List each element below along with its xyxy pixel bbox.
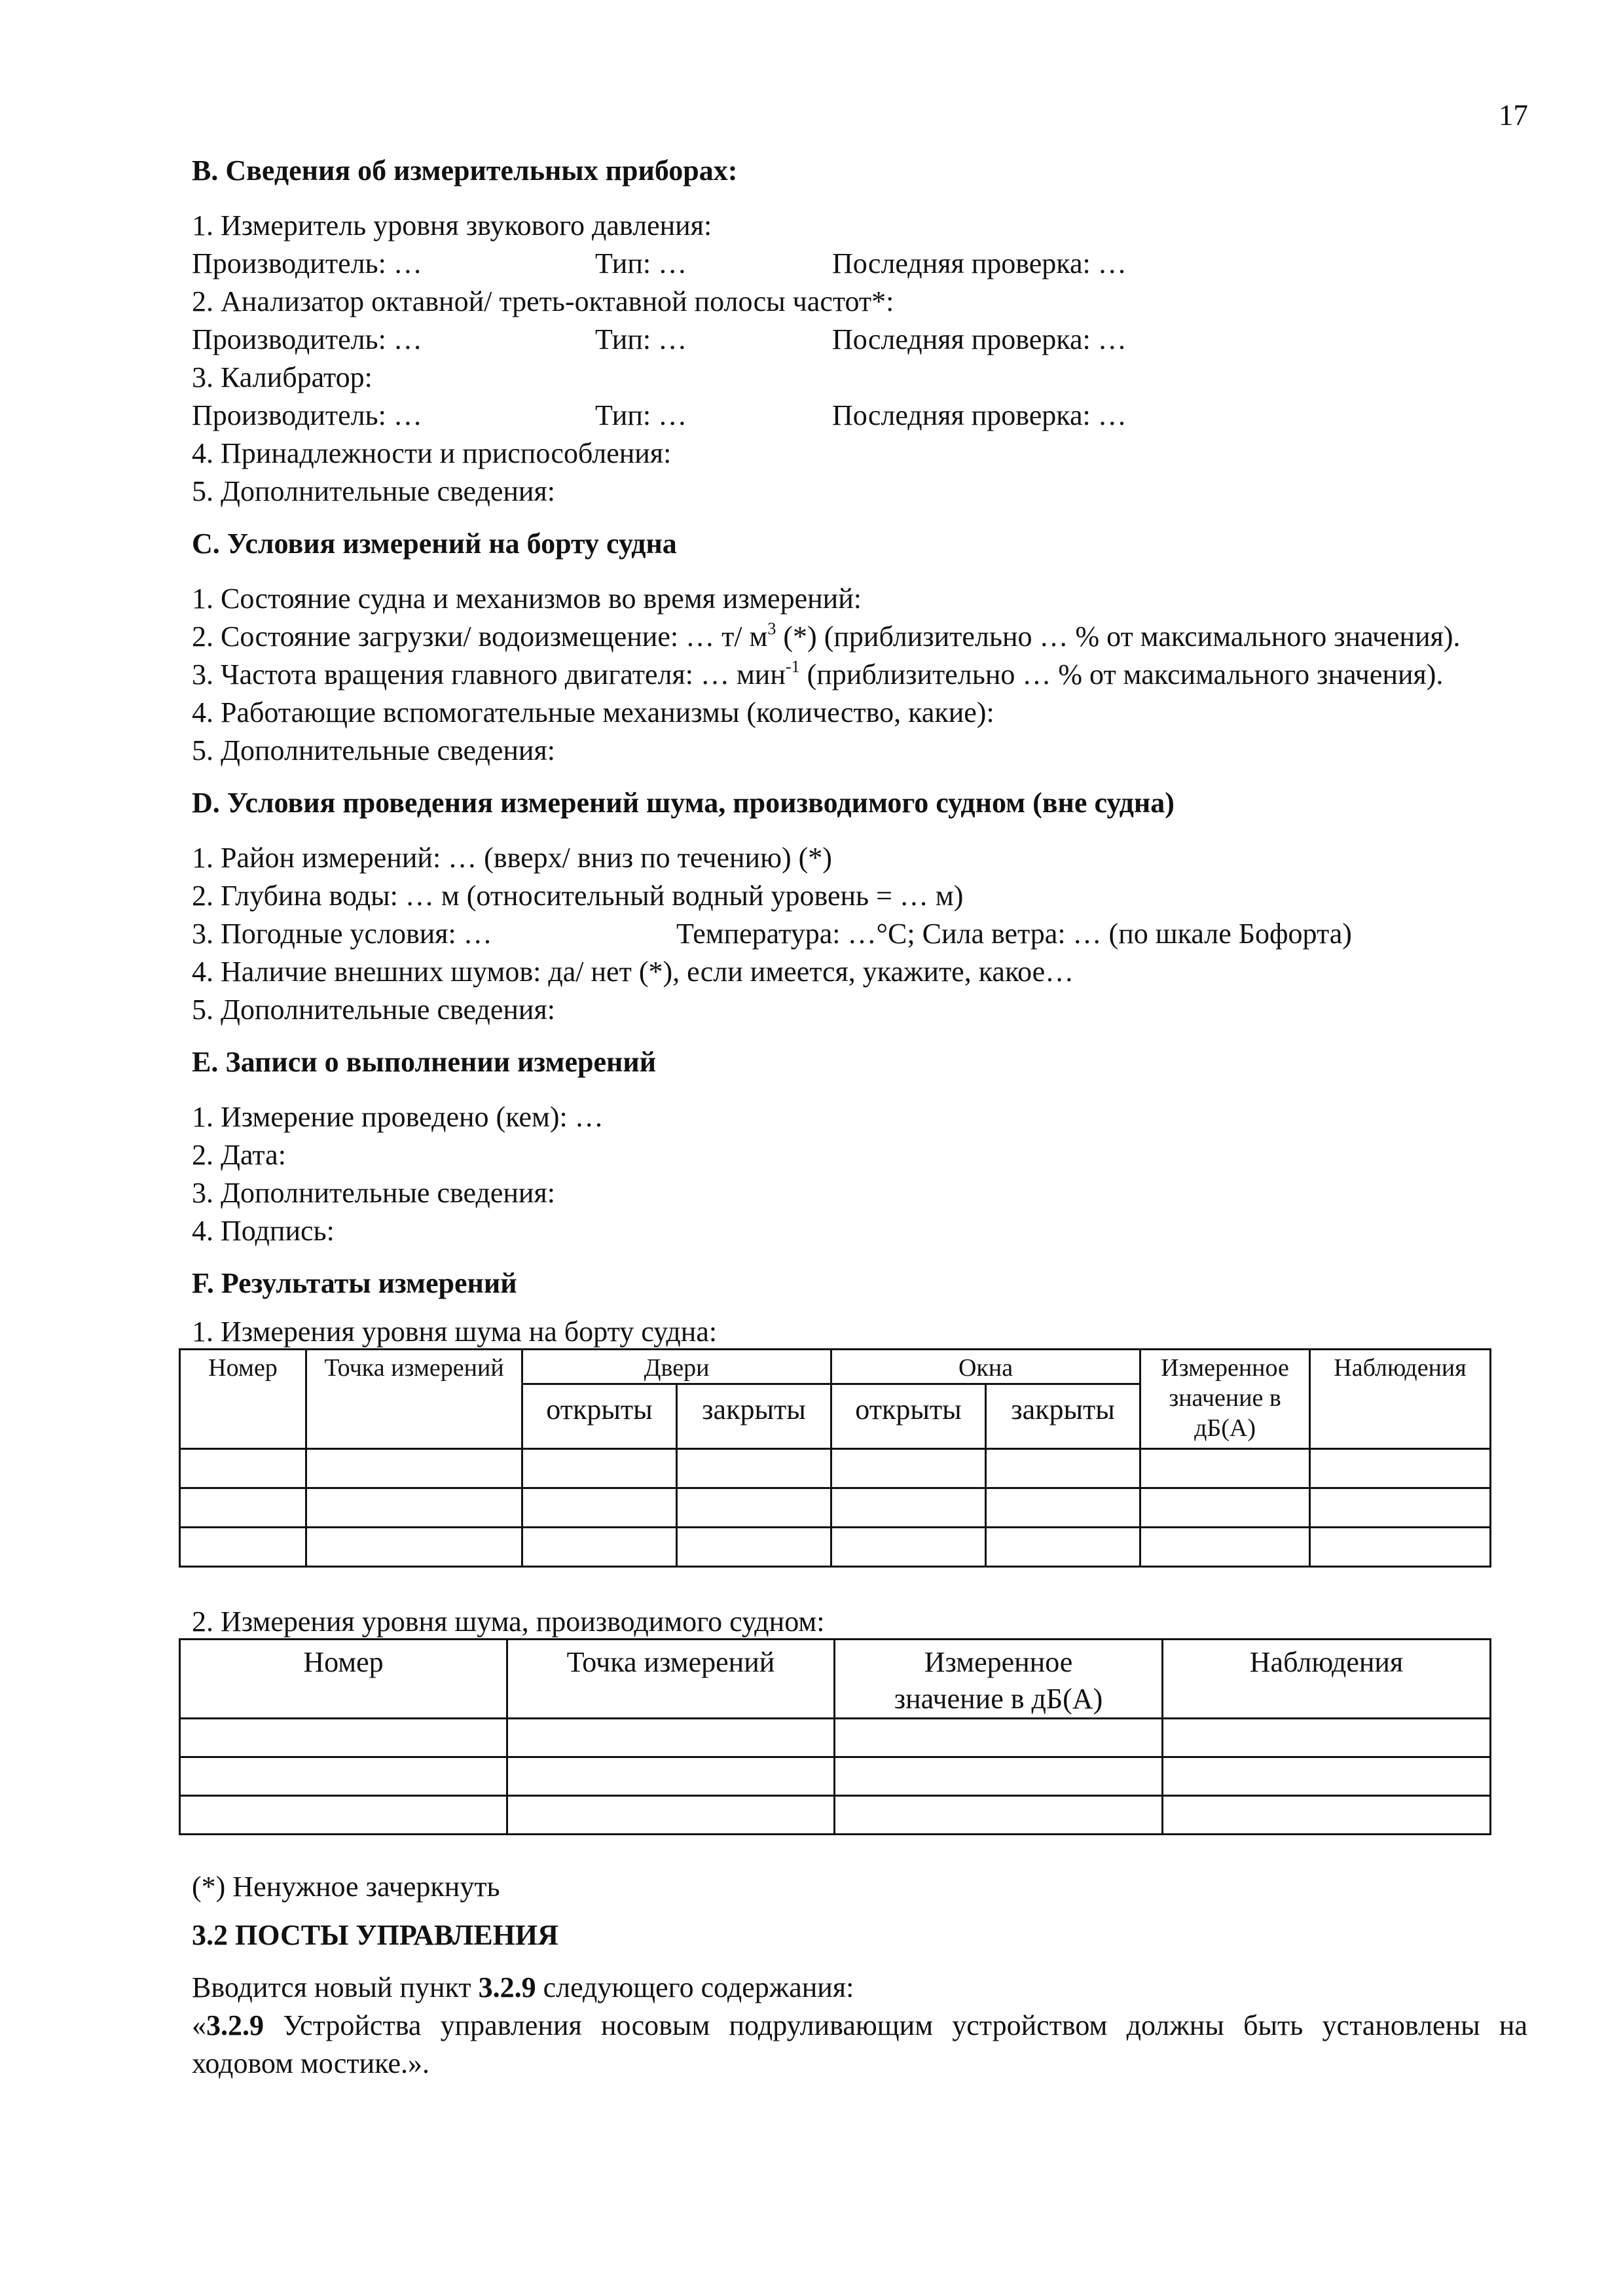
section-3-2-intro (192, 1969, 1527, 2007)
windows-closed-header: закрыты (986, 1384, 1140, 1449)
type-label: Тип: … (595, 399, 687, 431)
footnote: (*) Ненужное зачеркнуть (192, 1871, 500, 1903)
cubic-superscript: 3 (767, 619, 776, 638)
page-number: 17 (1499, 99, 1528, 132)
section-e-item-2: 2. Дата: (192, 1139, 286, 1171)
rpm-text-cont: (приблизительно … % от максимального значения). (799, 658, 1444, 691)
onboard-noise-table (179, 1348, 1491, 1568)
section-d-title: D. Условия проведения измерений шума, производимого судном (вне судна) (192, 787, 1175, 819)
section-d-item-4: 4. Наличие внешних шумов: да/ нет (*), если имеется, укажите, какое… (192, 956, 1074, 988)
section-d-item-2: 2. Глубина воды: … м (относительный водный уровень = … м) (192, 880, 964, 912)
col-number-header: Номер (180, 1640, 507, 1719)
table-row (180, 1757, 1491, 1796)
col-notes-header: Наблюдения (1310, 1350, 1491, 1449)
quote-text: Устройства управления носовым подруливающим устройством должны быть установлены на ходовом мостике.». (192, 2009, 1527, 2079)
external-noise-table (179, 1638, 1491, 1835)
section-b-item-3: 3. Калибратор: (192, 361, 373, 393)
section-d-item-1: 1. Район измерений: … (вверх/ вниз по течению) (*) (192, 842, 832, 874)
col-number-header: Номер (180, 1350, 306, 1449)
manufacturer-label: Производитель: … (192, 323, 422, 355)
last-check-label: Последняя проверка: … (832, 247, 1127, 279)
load-text-cont: (*) (приблизительно … % от максимального значения). (776, 620, 1461, 653)
type-label: Тип: … (595, 247, 687, 279)
section-b-item-4: 4. Принадлежности и приспособления: (192, 437, 672, 469)
section-c-item-4: 4. Работающие вспомогательные механизмы (количество, какие): (192, 696, 994, 728)
section-c-item-2 (192, 618, 1527, 656)
col-windows-header: Окна (831, 1350, 1140, 1384)
table-row (180, 1488, 1491, 1528)
section-b-item-1: 1. Измеритель уровня звукового давления: (192, 209, 712, 242)
instrument-row-2 (192, 321, 1527, 359)
type-label: Тип: … (595, 323, 687, 355)
section-b-title: B. Сведения об измерительных приборах: (192, 154, 738, 187)
clause-number: 3.2.9 (478, 1971, 536, 2003)
table-row (180, 1528, 1491, 1567)
manufacturer-label: Производитель: … (192, 247, 422, 279)
doors-open-header: открыты (522, 1384, 677, 1449)
intro-text-cont: следующего содержания: (536, 1971, 854, 2003)
section-e-item-1: 1. Измерение проведено (кем): … (192, 1101, 604, 1133)
manufacturer-label: Производитель: … (192, 399, 422, 431)
table-row (180, 1796, 1491, 1835)
section-c-item-1: 1. Состояние судна и механизмов во время измерений: (192, 583, 862, 615)
instrument-row-3 (192, 397, 1527, 435)
quoted-clause-number: 3.2.9 (206, 2009, 264, 2041)
section-e-item-4: 4. Подпись: (192, 1215, 335, 1247)
col-value-header: Измеренное значение в дБ(А) (835, 1640, 1163, 1719)
instrument-row-1 (192, 245, 1527, 283)
doors-closed-header: закрыты (677, 1384, 831, 1449)
table-row (180, 1449, 1491, 1488)
section-c-item-3 (192, 656, 1527, 694)
table-row (180, 1719, 1491, 1757)
col-value-header: Измеренное значение в дБ(А) (1140, 1350, 1310, 1449)
page-content (192, 152, 1527, 2083)
section-d-item-3 (192, 915, 1527, 953)
temperature-wind-label: Температура: …°С; Сила ветра: … (по шкале Бофорта) (676, 918, 1352, 950)
section-c-item-5: 5. Дополнительные сведения: (192, 734, 555, 766)
table2-caption: 2. Измерения уровня шума, производимого судном: (192, 1605, 825, 1638)
quote-mark: « (192, 2009, 206, 2041)
last-check-label: Последняя проверка: … (832, 399, 1127, 431)
col-point-header: Точка измерений (507, 1640, 835, 1719)
col-notes-header: Наблюдения (1163, 1640, 1491, 1719)
section-c-title: C. Условия измерений на борту судна (192, 528, 677, 560)
last-check-label: Последняя проверка: … (832, 323, 1127, 355)
section-3-2-title: 3.2 ПОСТЫ УПРАВЛЕНИЯ (192, 1919, 558, 1951)
windows-open-header: открыты (831, 1384, 986, 1449)
section-e-title: E. Записи о выполнении измерений (192, 1046, 657, 1078)
section-b-item-2: 2. Анализатор октавной/ треть-октавной полосы частот*: (192, 285, 894, 317)
rpm-text: 3. Частота вращения главного двигателя: … мин (192, 658, 786, 691)
section-f-title: F. Результаты измерений (192, 1267, 517, 1299)
section-b-item-5: 5. Дополнительные сведения: (192, 475, 555, 507)
section-3-2-quote (192, 2007, 1527, 2083)
col-doors-header: Двери (522, 1350, 831, 1384)
weather-label: 3. Погодные условия: … (192, 918, 492, 950)
section-d-item-5: 5. Дополнительные сведения: (192, 994, 555, 1026)
section-e-item-3: 3. Дополнительные сведения: (192, 1177, 555, 1209)
min-superscript: -1 (785, 657, 800, 676)
col-point-header: Точка измерений (306, 1350, 522, 1449)
intro-text: Вводится новый пункт (192, 1971, 479, 2003)
table1-caption: 1. Измерения уровня шума на борту судна: (192, 1316, 718, 1348)
load-text: 2. Состояние загрузки/ водоизмещение: … т/ м (192, 620, 768, 653)
